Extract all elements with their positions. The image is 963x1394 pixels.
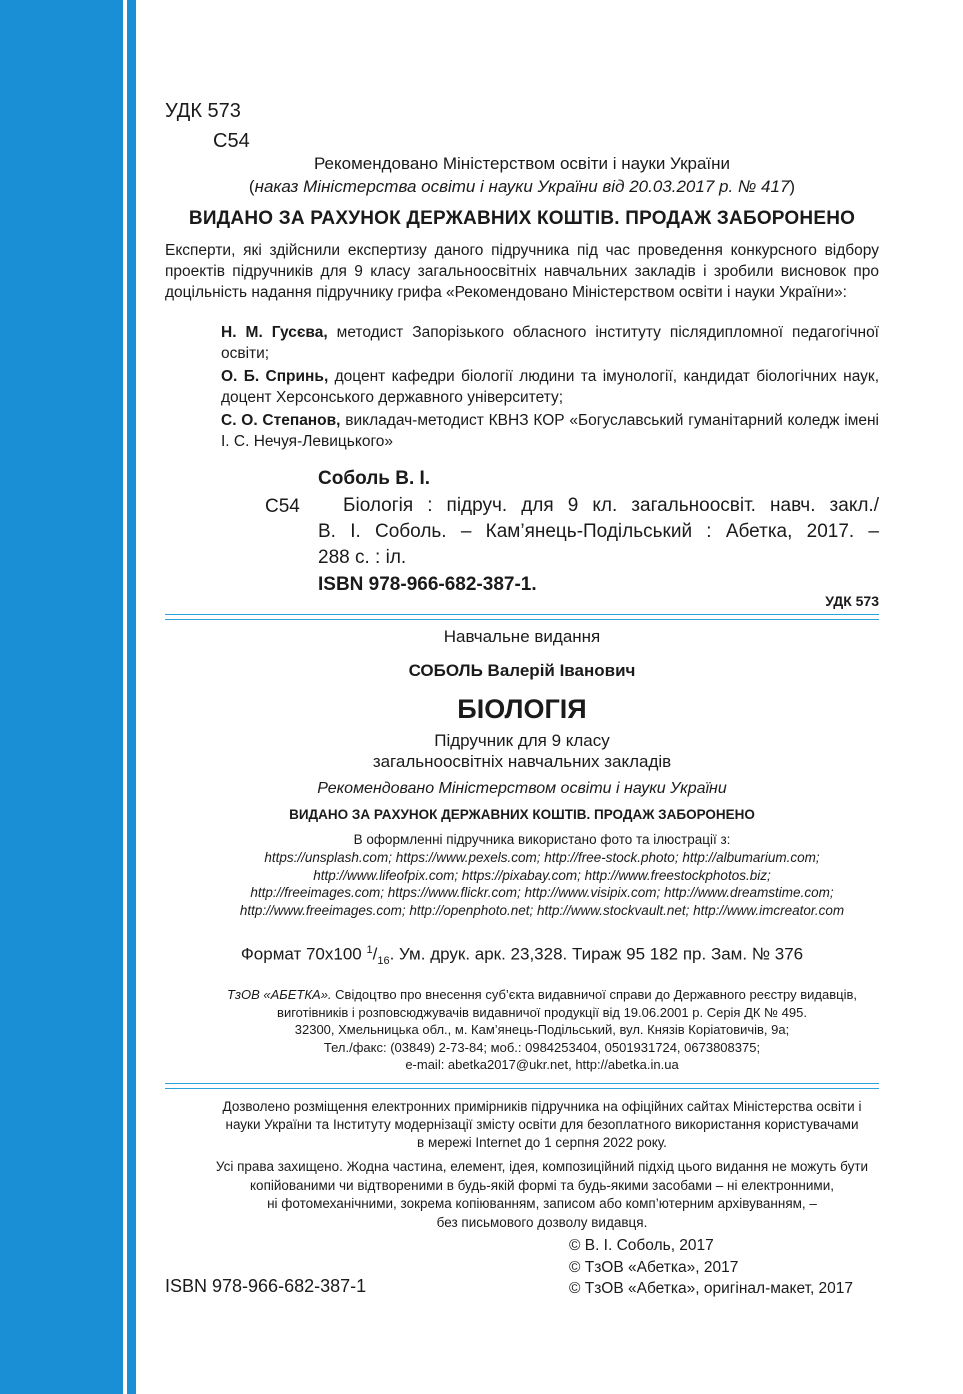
state-funds-title: ВИДАНО ЗА РАХУНОК ДЕРЖАВНИХ КОШТІВ. ПРОДАЖ ЗАБОРОНЕНО: [188, 208, 856, 229]
catalog-udk: УДК 573: [825, 593, 879, 609]
catalog-line1: Біологія : підруч. для 9 кл. загальноосвіт. навч. закл./: [343, 495, 879, 516]
divider-bottom: [165, 1083, 879, 1089]
permission-block: [140, 1098, 944, 1152]
catalog-line3: 288 с. : іл.: [318, 547, 407, 568]
publisher-line-4: Тел./факс: (03849) 2-73-84; моб.: 0984253404, 0501931724, 0673808375;: [323, 1039, 761, 1055]
order-line: (наказ Міністерства освіти і науки України від 20.03.2017 р. № 417): [248, 177, 796, 196]
recommended-italic: Рекомендовано Міністерством освіти і науки України: [317, 780, 727, 797]
publisher-block: [140, 986, 944, 1074]
recommended-line: Рекомендовано Міністерством освіти і науки України: [313, 154, 731, 173]
rights-line: копійованими чи відтвореними в будь-якій формі та будь-якими засобами – ні електронними,: [250, 1177, 834, 1193]
rights-line: Усі права захищено. Жодна частина, елемент, ідея, композиційний підхід цього видання не можуть бути: [215, 1159, 869, 1174]
expert-1: [221, 322, 879, 364]
photo-link-line: https://unsplash.com; https://www.pexels.com; http://free-stock.photo; http://albumarium.com;: [264, 850, 820, 865]
catalog-code: С54: [265, 496, 300, 517]
catalog-author: Соболь В. І.: [318, 468, 431, 489]
permission-line: в мережі Internet до 1 серпня 2022 року.: [417, 1135, 667, 1150]
photo-credit-intro: В оформленні підручника використано фото та ілюстрації з:: [353, 832, 731, 847]
rights-line: ні фотомеханічними, зокрема копіюванням, записом або комп’ютерним архівуванням, –: [267, 1196, 817, 1211]
left-thin-band: [127, 0, 136, 1394]
catalog-isbn: ISBN 978-966-682-387-1.: [318, 574, 537, 595]
publisher-line-2: виготівників і розповсюджувачів видавничої продукції від 19.06.2001 р. Серія ДК № 495.: [277, 1004, 807, 1020]
photo-link-line: http://www.freeimages.com; http://openphoto.net; http://www.stockvault.net; http://www.imcreator.com: [239, 902, 845, 918]
subtitle-2: загальноосвітніх навчальних закладів: [372, 752, 672, 771]
edition-type: Навчальне видання: [443, 627, 601, 646]
copyright-line: © ТзОВ «Абетка», оригінал-макет, 2017: [569, 1280, 854, 1297]
photo-link-line: http://www.lifeofpix.com; https://pixabay.com; http://www.freestockphotos.biz;: [313, 867, 771, 883]
isbn-bottom: ISBN 978-966-682-387-1: [165, 1276, 367, 1296]
expert-1-desc: методист Запорізького обласного інституту післядипломної педагогічної освіти;: [221, 324, 879, 362]
expert-2: [221, 366, 879, 408]
expert-3: [221, 410, 879, 452]
photo-link-line: http://freeimages.com; https://www.flickr.com; http://www.visipix.com; http://www.dreamstime.com;: [250, 885, 834, 900]
rights-block: [140, 1158, 944, 1232]
expert-3-desc: викладач-методист КВНЗ КОР «Богуславський гуманітарний коледж імені І. С. Нечуя-Левицького»: [221, 412, 879, 450]
publisher-line-5: e-mail: abetka2017@ukr.net, http://abetka.in.ua: [405, 1057, 679, 1072]
expert-2-desc: доцент кафедри біології людини та імунології, кандидат біологічних наук, доцент Херсонського державного університету;: [221, 368, 879, 406]
copyright-line: © ТзОВ «Абетка», 2017: [569, 1258, 739, 1276]
format-line: Формат 70х100 $^1/_{16}$. Ум. друк. арк. 23,328. Тираж 95 182 пр. Зам. № 376: [240, 944, 804, 968]
book-title: БІОЛОГІЯ: [457, 694, 587, 724]
expert-3-name: С. О. Степанов,: [221, 412, 341, 429]
state-funds-small: ВИДАНО ЗА РАХУНОК ДЕРЖАВНИХ КОШТІВ. ПРОДАЖ ЗАБОРОНЕНО: [289, 807, 755, 822]
copyright-block: [569, 1235, 853, 1300]
experts-intro: Експерти, які здійснили експертизу даного підручника під час проведення конкурсного відбору проектів підручників для 9 класу загальноосвітніх навчальних закладів і зробили висновок про доцільність надання підручнику грифа «Рекомендовано Міністерством освіти і науки України»:: [165, 242, 879, 301]
expert-2-name: О. Б. Спринь,: [221, 368, 329, 385]
permission-line: науки України та Інституту модернізації змісту освіти для безоплатного використання користувачами: [225, 1117, 859, 1132]
subtitle-1: Підручник для 9 класу: [434, 731, 610, 750]
rights-line: без письмового дозволу видавця.: [436, 1214, 648, 1230]
permission-line: Дозволено розміщення електронних примірників підручника на офіційних сайтах Міністерства освіти і: [222, 1099, 862, 1114]
copyright-line: © В. І. Соболь, 2017: [569, 1237, 714, 1254]
catalog-line2: В. І. Соболь. – Кам’янець-Подільський : Абетка, 2017. –: [318, 521, 879, 542]
expert-1-name: Н. М. Гусєва,: [221, 324, 328, 341]
publisher-line-1: ТзОВ «АБЕТКА». Свідоцтво про внесення суб’єкта видавничої справи до Державного реєстру видавців,: [227, 987, 857, 1002]
publisher-line-3: 32300, Хмельницька обл., м. Кам’янець-Подільський, вул. Князів Коріатовичів, 9а;: [294, 1022, 790, 1037]
divider-top: [165, 614, 879, 620]
author-full: СОБОЛЬ Валерій Іванович: [408, 661, 636, 680]
left-blue-band: [0, 0, 123, 1394]
photo-links: [140, 849, 944, 919]
code-top: С54: [213, 130, 250, 152]
udk-top: УДК 573: [165, 100, 241, 122]
